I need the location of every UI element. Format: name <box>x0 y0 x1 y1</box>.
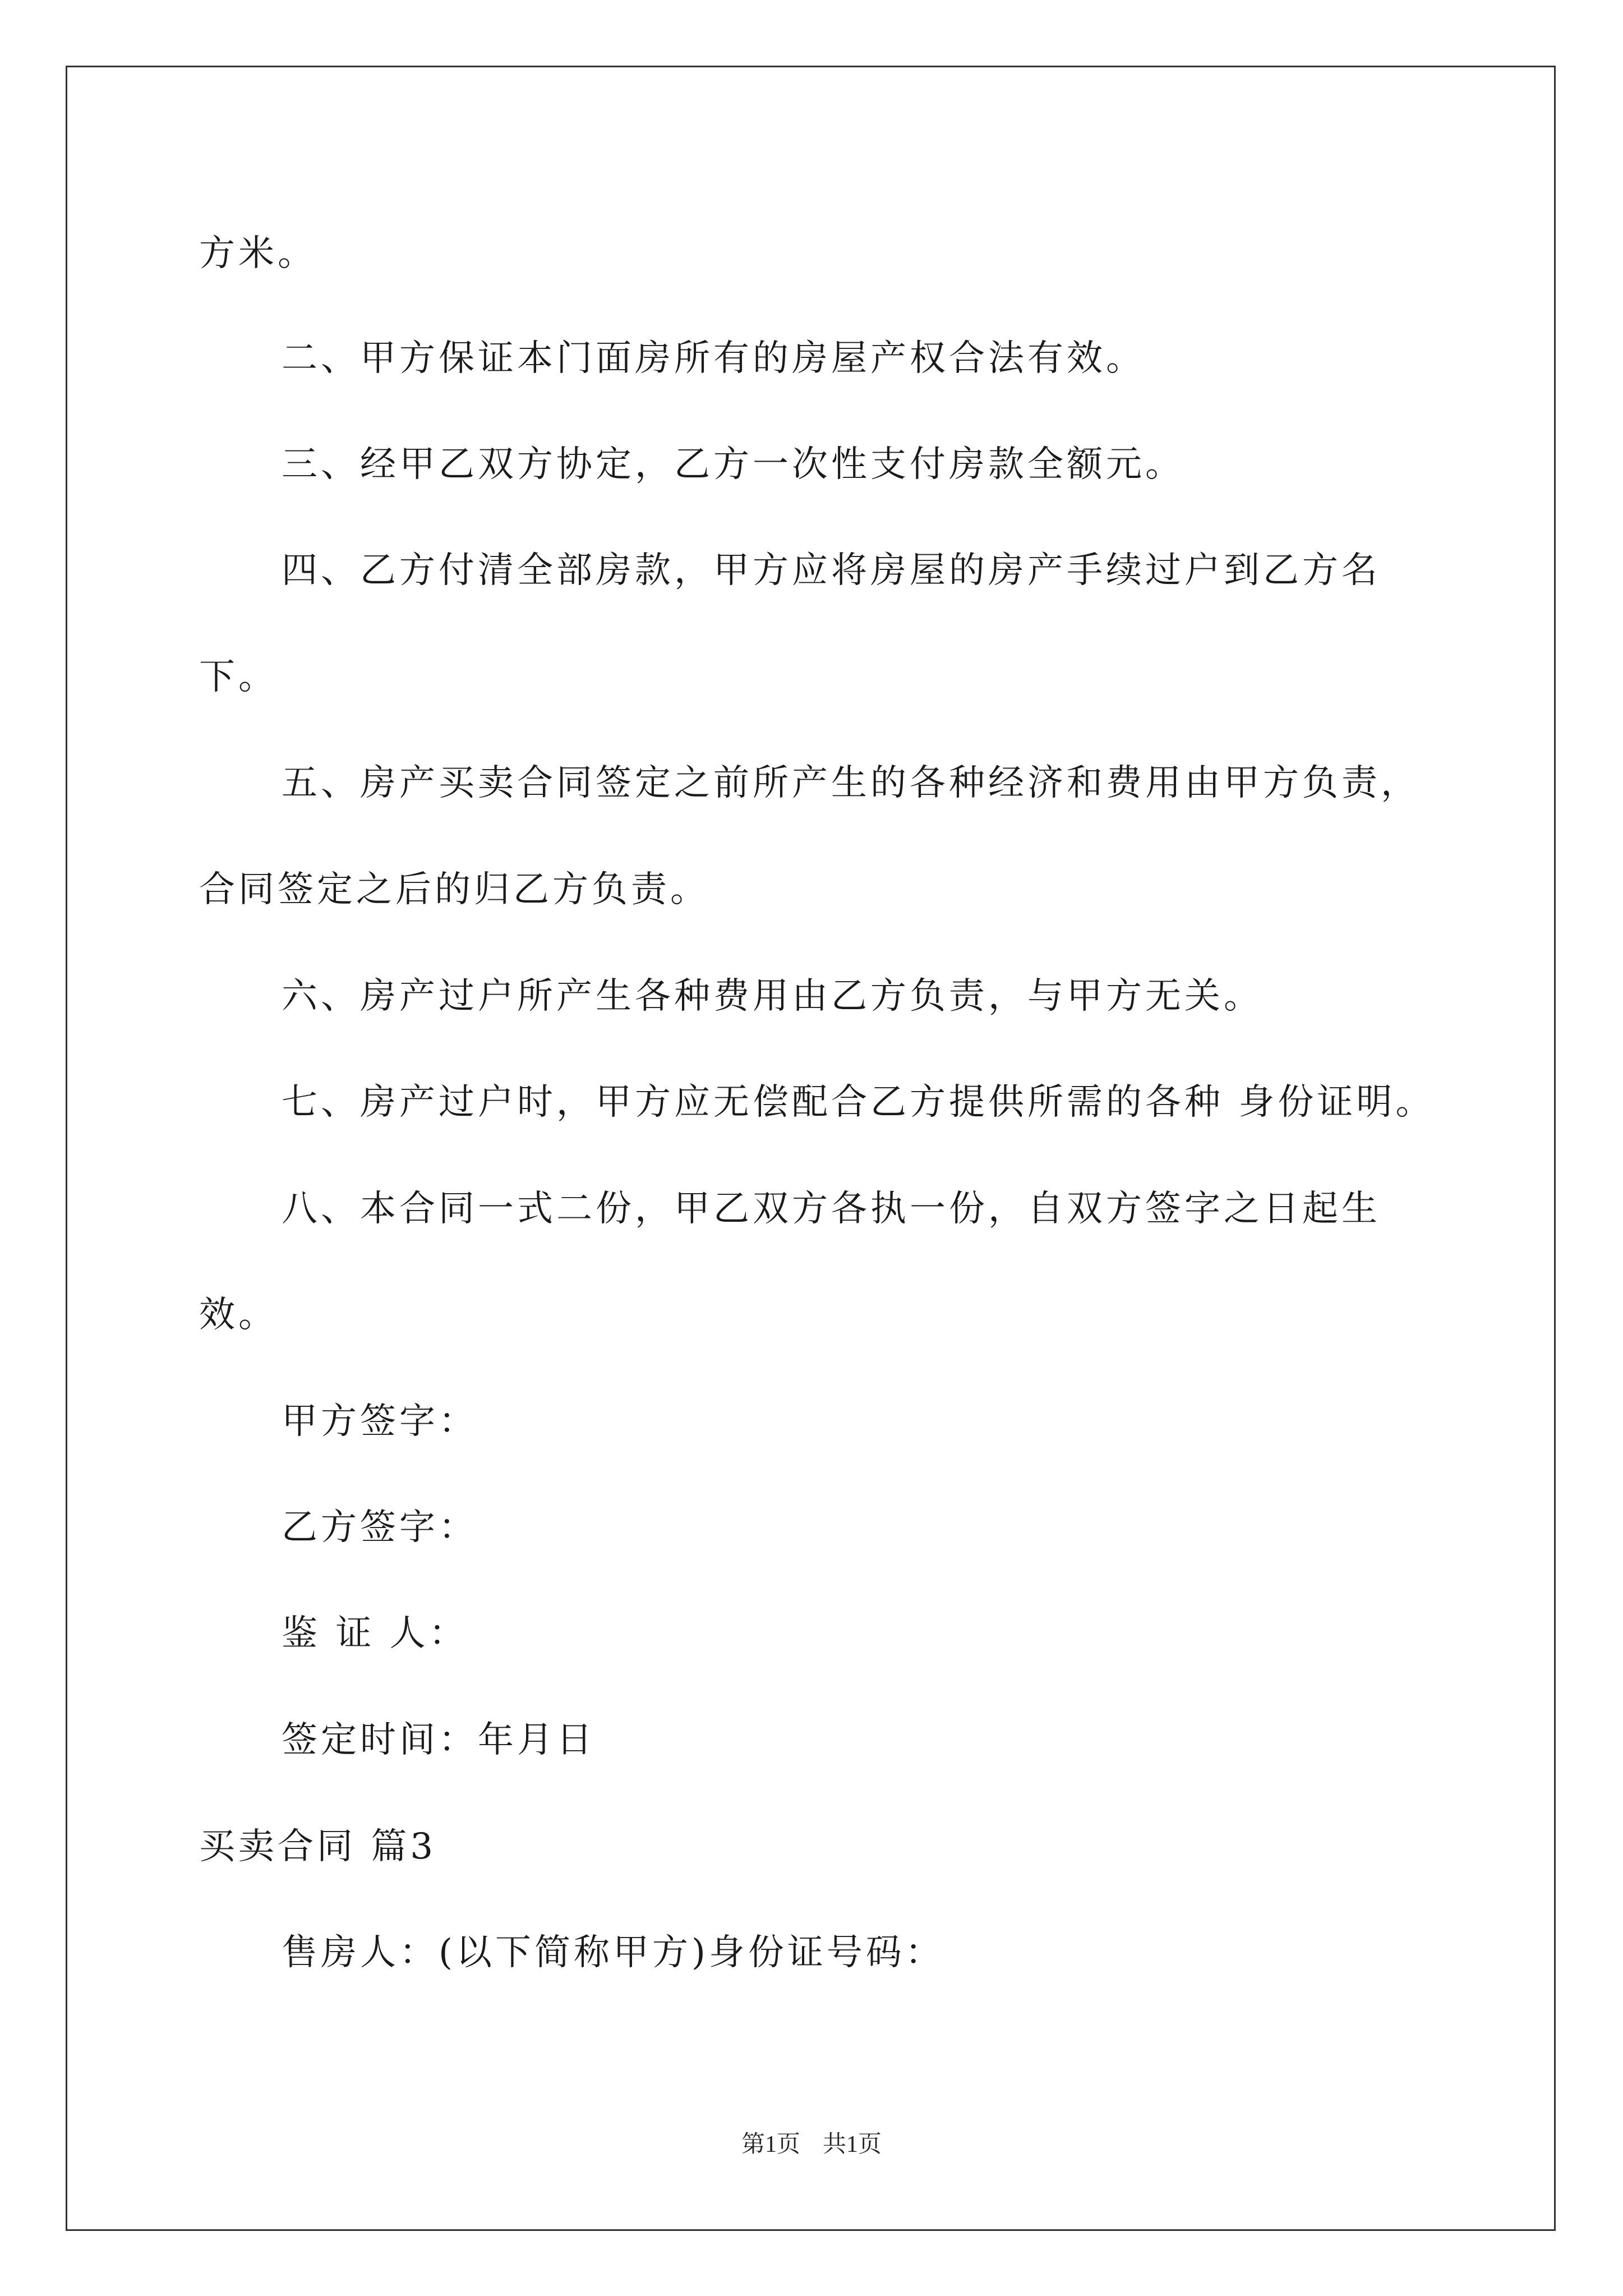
clause-5: 五、房产买卖合同签定之前所产生的各种经济和费用由甲方负责， <box>282 762 1420 804</box>
clause-3: 三、经甲乙双方协定，乙方一次性支付房款全额元。 <box>282 444 1184 485</box>
page-total: 共1页 <box>823 2132 882 2157</box>
section-heading: 买卖合同 篇3 <box>199 1826 437 1867</box>
clause-8-cont: 效。 <box>199 1294 278 1336</box>
clause-6: 六、房产过户所产生各种费用由乙方负责，与甲方无关。 <box>282 976 1263 1017</box>
clause-4: 四、乙方付清全部房款，甲方应将房屋的房产手续过户到乙方名 <box>282 550 1381 591</box>
clause-2: 二、甲方保证本门面房所有的房屋产权合法有效。 <box>282 338 1145 379</box>
clause-8: 八、本合同一式二份，甲乙双方各执一份，自双方签字之日起生 <box>282 1188 1381 1230</box>
clause-5-cont: 合同签定之后的归乙方负责。 <box>199 869 709 910</box>
page-number: 第1页 <box>741 2132 800 2157</box>
party-a-signature: 甲方签字： <box>282 1401 478 1442</box>
text-line: 方米。 <box>199 233 317 274</box>
seller-line: 售房人：(以下简称甲方)身份证号码： <box>282 1932 944 1973</box>
signing-date: 签定时间：年月日 <box>282 1719 596 1761</box>
page-border <box>66 66 1556 2231</box>
clause-4-cont: 下。 <box>199 656 278 698</box>
party-b-signature: 乙方签字： <box>282 1507 478 1548</box>
clause-7: 七、房产过户时，甲方应无偿配合乙方提供所需的各种 身份证明。 <box>282 1082 1435 1123</box>
page-footer <box>0 2128 1623 2161</box>
witness-signature: 鉴 证 人： <box>282 1613 468 1654</box>
